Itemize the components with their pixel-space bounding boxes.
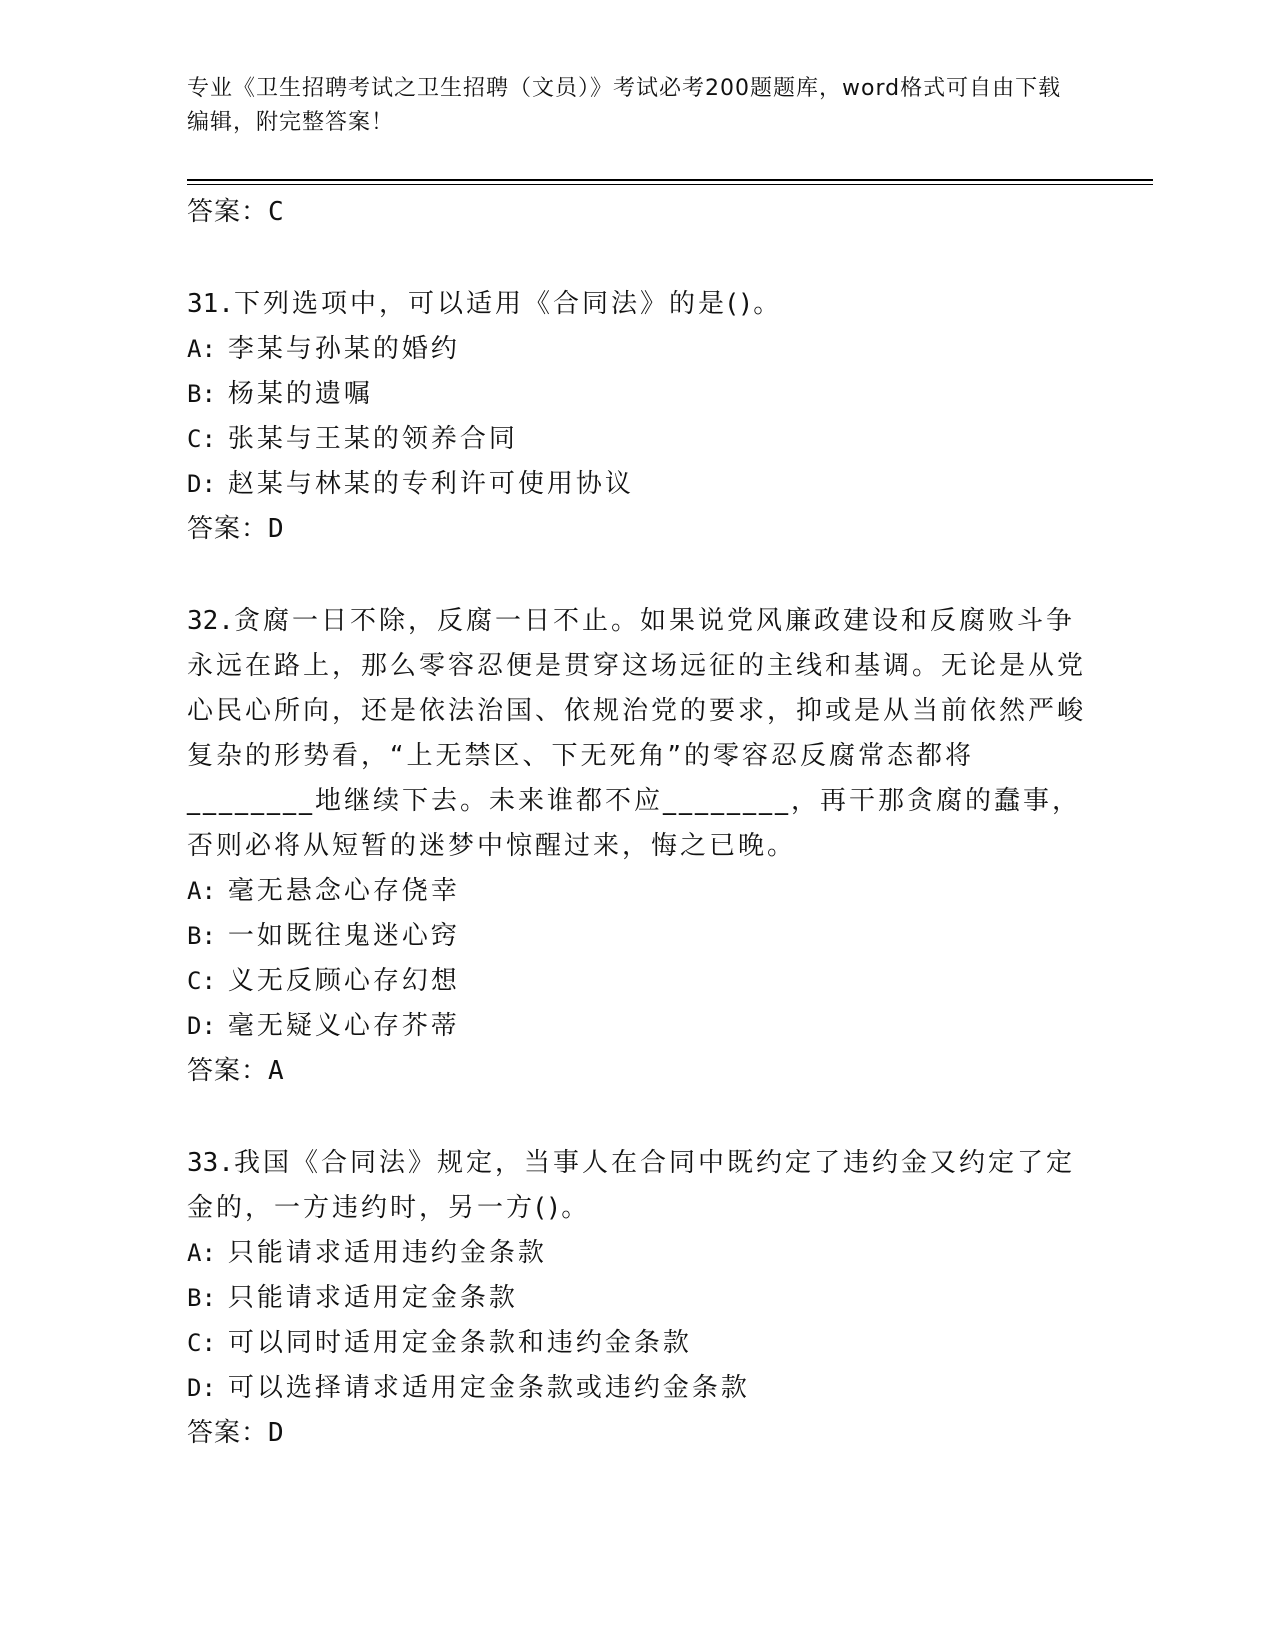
answer-label: 答案： — [187, 514, 269, 544]
option-key: B: — [187, 1284, 216, 1312]
question-31 — [187, 282, 1087, 551]
option-text: 毫无疑义心存芥蒂 — [227, 1011, 460, 1041]
option-c — [187, 959, 1087, 1004]
option-c — [187, 417, 1087, 462]
option-key: C: — [187, 425, 216, 453]
answer-value: A — [268, 1056, 285, 1086]
question-list — [187, 190, 1087, 1455]
option-text: 李某与孙某的婚约 — [227, 334, 460, 364]
option-text: 一如既往鬼迷心窍 — [227, 921, 460, 951]
answer-value: D — [268, 514, 285, 544]
answer-line — [187, 1411, 1087, 1455]
option-key: C: — [187, 967, 216, 995]
question-number: 33. — [187, 1148, 234, 1178]
option-text: 义无反顾心存幻想 — [227, 966, 460, 996]
question-33 — [187, 1141, 1087, 1455]
answer-line — [187, 190, 1087, 234]
option-b — [187, 372, 1087, 417]
option-key: D: — [187, 1012, 216, 1040]
question-stem — [187, 282, 1087, 327]
option-b — [187, 1276, 1087, 1321]
answer-label: 答案： — [187, 1418, 269, 1448]
option-key: D: — [187, 1374, 216, 1402]
option-text: 张某与王某的领养合同 — [227, 424, 518, 454]
option-d — [187, 462, 1087, 507]
answer-value: D — [268, 1418, 285, 1448]
answer-label: 答案： — [187, 197, 269, 227]
option-key: D: — [187, 470, 216, 498]
option-key: C: — [187, 1329, 216, 1357]
option-text: 赵某与林某的专利许可使用协议 — [227, 469, 634, 499]
option-key: A: — [187, 877, 216, 905]
option-d — [187, 1366, 1087, 1411]
document-header: 专业《卫生招聘考试之卫生招聘（文员）》考试必考200题题库，word格式可自由下载编辑，附完整答案！ — [187, 76, 1062, 135]
option-text: 可以同时适用定金条款和违约金条款 — [227, 1328, 692, 1358]
option-key: A: — [187, 1239, 216, 1267]
answer-line — [187, 507, 1087, 551]
option-text: 毫无悬念心存侥幸 — [227, 876, 460, 906]
option-key: B: — [187, 922, 216, 950]
option-b — [187, 914, 1087, 959]
question-32 — [187, 599, 1087, 1093]
option-text: 只能请求适用违约金条款 — [227, 1238, 547, 1268]
option-a — [187, 1231, 1087, 1276]
question-text: 贪腐一日不除，反腐一日不止。如果说党风廉政建设和反腐败斗争永远在路上，那么零容忍便是贯穿这场远征的主线和基调。无论是从党心民心所向，还是依法治国、依规治党的要求，抑或是从当前依然严峻复杂的形势看，“上无禁区、下无死角”的零容忍反腐常态都将________地继续下去。未来谁都不应________，再干那贪腐的蠢事，否则必将从短暂的迷梦中惊醒过来，悔之已晚。 — [187, 606, 1087, 861]
answer-line — [187, 1049, 1087, 1093]
option-d — [187, 1004, 1087, 1049]
question-text: 我国《合同法》规定，当事人在合同中既约定了违约金又约定了定金的，一方违约时，另一方()。 — [187, 1148, 1075, 1223]
question-stem — [187, 1141, 1087, 1231]
question-number: 31. — [187, 289, 234, 319]
answer-value: C — [268, 197, 285, 227]
answer-label: 答案： — [187, 1056, 269, 1086]
option-text: 杨某的遗嘱 — [227, 379, 373, 409]
question-text: 下列选项中，可以适用《合同法》的是()。 — [233, 289, 783, 319]
question-number: 32. — [187, 606, 234, 636]
option-c — [187, 1321, 1087, 1366]
option-key: A: — [187, 335, 216, 363]
option-a — [187, 327, 1087, 372]
option-text: 只能请求适用定金条款 — [227, 1283, 518, 1313]
header-rule-thick — [187, 179, 1153, 181]
question-stem — [187, 599, 1087, 869]
option-key: B: — [187, 380, 216, 408]
option-a — [187, 869, 1087, 914]
option-text: 可以选择请求适用定金条款或违约金条款 — [227, 1373, 750, 1403]
header-rule-thin — [187, 184, 1153, 185]
